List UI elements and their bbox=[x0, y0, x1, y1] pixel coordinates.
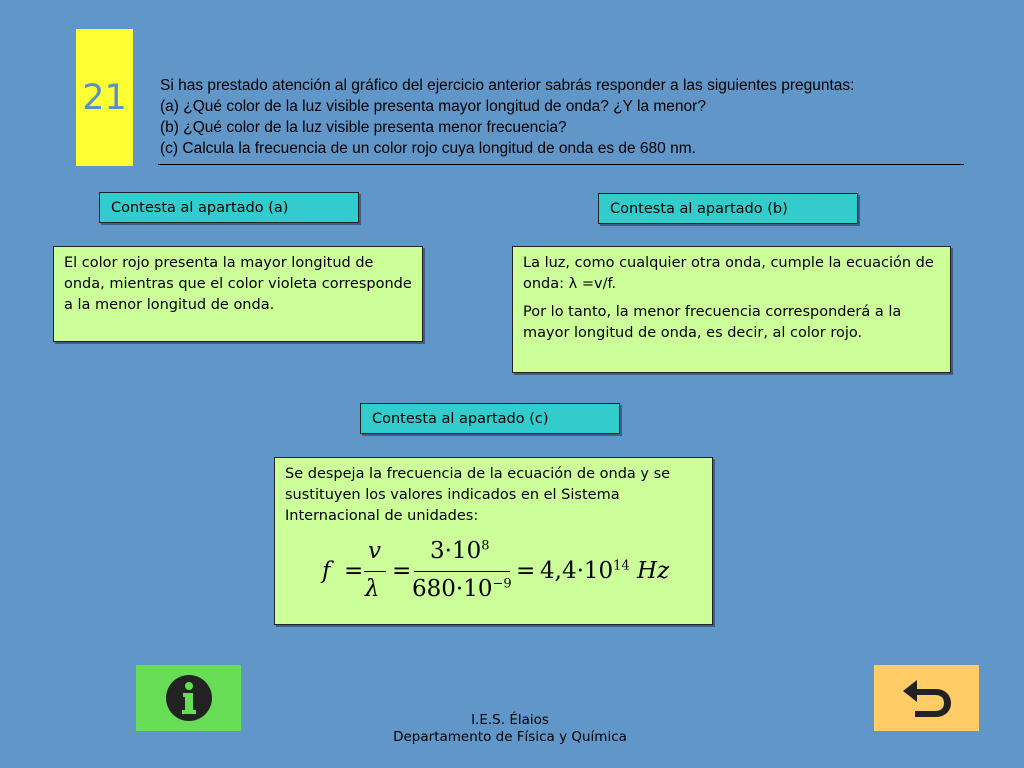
answer-a-box bbox=[53, 246, 423, 342]
footer-department: Departamento de Física y Química bbox=[393, 729, 627, 745]
formula-unit: Hz bbox=[637, 558, 670, 584]
return-button[interactable] bbox=[874, 665, 979, 731]
formula-result-exp: 14 bbox=[613, 558, 630, 574]
formula-result-base: 4,4·10 bbox=[540, 558, 614, 584]
return-arrow-icon bbox=[899, 676, 955, 720]
divider bbox=[158, 164, 964, 165]
formula-equals-3: = bbox=[516, 558, 536, 584]
answer-b-box bbox=[512, 246, 951, 373]
slide-number-text: 21 bbox=[82, 77, 127, 118]
question-b: (b) ¿Qué color de la luz visible presenta menor frecuencia? bbox=[160, 119, 567, 136]
answer-c-text: Se despeja la frecuencia de la ecuación de onda y se sustituyen los valores indicados en el Sistema Internacional de unidades: bbox=[285, 466, 671, 524]
formula-num-base: 3·10 bbox=[430, 538, 482, 564]
answer-b-text-2: Por lo tanto, la menor frecuencia corresponderá a la mayor longitud de onda, es decir, al color rojo. bbox=[523, 304, 902, 341]
formula-v: v bbox=[368, 538, 381, 564]
formula-den-exp: −9 bbox=[492, 576, 512, 592]
formula-denominator bbox=[412, 576, 512, 602]
questions-block bbox=[160, 75, 960, 159]
frequency-formula bbox=[320, 533, 680, 613]
footer bbox=[350, 712, 670, 746]
answer-a-text: El color rojo presenta la mayor longitud de onda, mientras que el color violeta corresponde a la menor longitud de onda. bbox=[64, 255, 412, 313]
questions-intro: Si has prestado atención al gráfico del ejercicio anterior sabrás responder a las siguientes preguntas: bbox=[160, 77, 855, 94]
formula-fraction-line-2 bbox=[414, 571, 510, 572]
formula-equals-1: = bbox=[344, 558, 364, 584]
formula-fraction-line-1 bbox=[364, 571, 386, 572]
answer-c-label: Contesta al apartado (c) bbox=[372, 411, 549, 427]
answer-b-label: Contesta al apartado (b) bbox=[610, 201, 788, 217]
formula-f: f bbox=[322, 558, 331, 584]
question-c: (c) Calcula la frecuencia de un color rojo cuya longitud de onda es de 680 nm. bbox=[160, 140, 696, 157]
formula-den-base: 680·10 bbox=[412, 576, 493, 602]
footer-school: I.E.S. Élaios bbox=[471, 712, 549, 728]
info-icon bbox=[163, 672, 215, 724]
info-button[interactable] bbox=[136, 665, 241, 731]
slide-number bbox=[76, 29, 133, 166]
answer-a-label: Contesta al apartado (a) bbox=[111, 200, 289, 216]
formula-numerator bbox=[430, 538, 490, 564]
answer-a-label-button[interactable] bbox=[99, 192, 359, 223]
answer-b-text-1: La luz, como cualquier otra onda, cumple la ecuación de onda: λ =v/f. bbox=[523, 255, 934, 292]
formula-num-exp: 8 bbox=[481, 538, 490, 554]
question-a: (a) ¿Qué color de la luz visible presenta mayor longitud de onda? ¿Y la menor? bbox=[160, 98, 706, 115]
formula-equals-2: = bbox=[392, 558, 412, 584]
answer-c-label-button[interactable] bbox=[360, 403, 620, 434]
answer-b-label-button[interactable] bbox=[598, 193, 858, 224]
formula-lambda: λ bbox=[365, 576, 380, 602]
formula-result bbox=[540, 558, 669, 584]
